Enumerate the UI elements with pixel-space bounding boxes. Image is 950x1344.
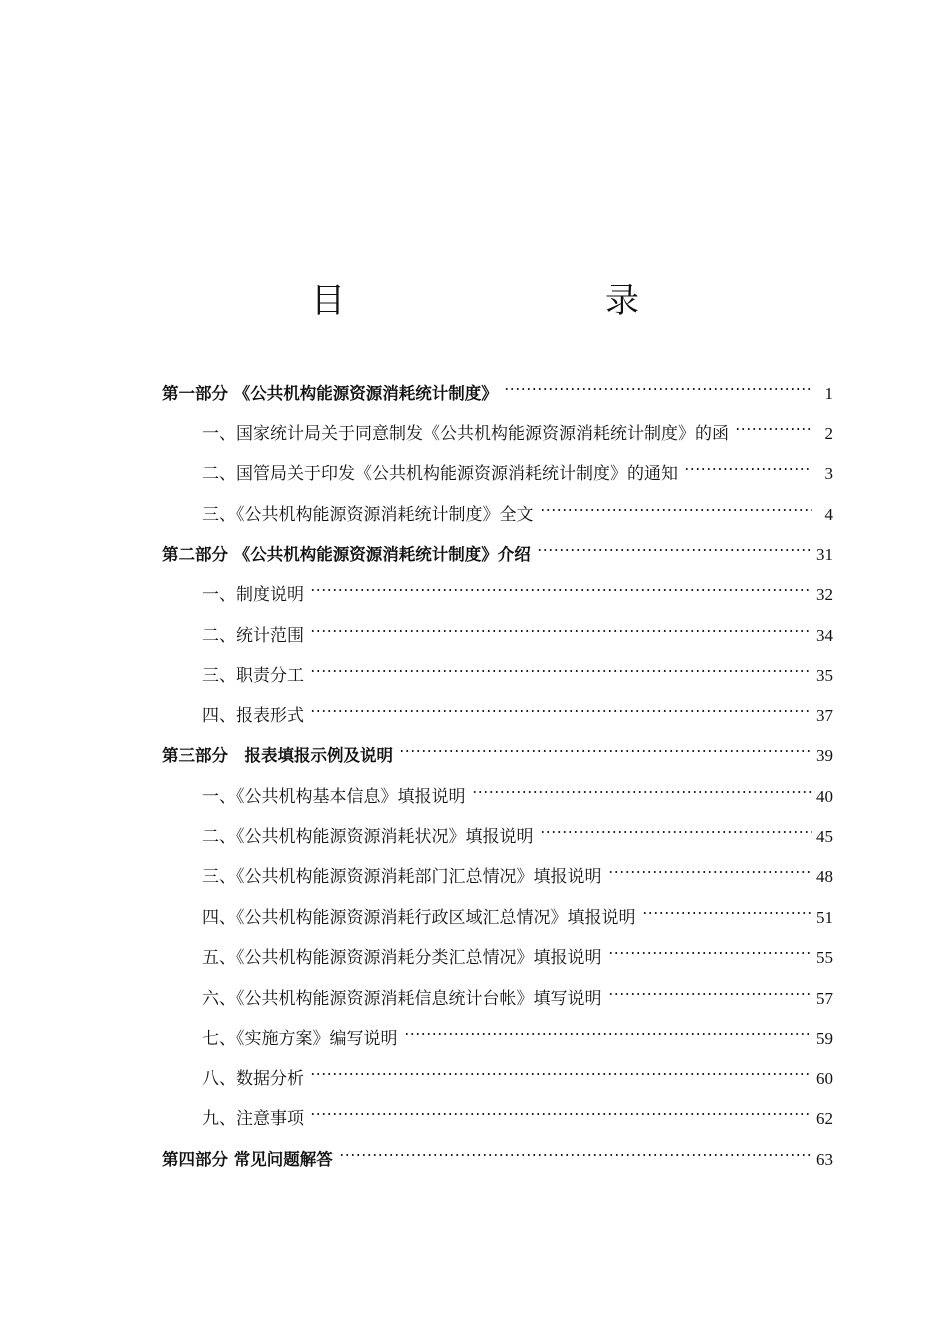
toc-page-number: 37	[816, 706, 833, 725]
toc-item[interactable]	[202, 572, 833, 605]
toc-page-number: 3	[824, 464, 833, 483]
toc-entry-label: 三、《公共机构能源资源消耗部门汇总情况》填报说明	[202, 867, 602, 887]
toc-item[interactable]	[202, 411, 833, 444]
dot-leader	[608, 935, 813, 963]
dot-leader	[310, 613, 812, 641]
toc-item[interactable]	[202, 1016, 833, 1049]
toc-page-number: 34	[816, 626, 833, 645]
toc-page-number: 55	[816, 948, 833, 967]
dot-leader	[310, 693, 812, 721]
toc-entry-label: 第一部分 《公共机构能源资源消耗统计制度》	[162, 384, 498, 403]
toc-page-number: 31	[816, 545, 833, 564]
dot-leader	[608, 976, 813, 1004]
toc-entry-label: 第三部分 报表填报示例及说明	[162, 746, 393, 765]
dot-leader	[310, 1056, 812, 1084]
toc-entry-label: 九、注意事项	[202, 1109, 304, 1129]
page-title: 目 录	[311, 281, 703, 321]
toc-page-number: 51	[816, 908, 833, 927]
toc-entry-label: 七、《实施方案》编写说明	[202, 1029, 398, 1049]
toc-entry-label: 一、国家统计局关于同意制发《公共机构能源资源消耗统计制度》的函	[202, 424, 729, 444]
dot-leader	[684, 451, 812, 479]
toc-item[interactable]	[202, 693, 833, 726]
toc-page-number: 48	[816, 867, 833, 886]
toc-page-number: 45	[816, 827, 833, 846]
toc-item[interactable]	[202, 1096, 833, 1129]
dot-leader	[504, 371, 812, 399]
dot-leader	[339, 1137, 812, 1165]
toc-entry-label: 二、统计范围	[202, 626, 304, 646]
toc-item[interactable]	[202, 613, 833, 646]
toc-page-number: 60	[816, 1069, 833, 1088]
toc-entry-label: 三、职责分工	[202, 666, 304, 686]
toc-item[interactable]	[202, 854, 833, 887]
dot-leader	[642, 895, 813, 923]
dot-leader	[310, 653, 812, 681]
toc-item[interactable]	[202, 653, 833, 686]
toc-entry-label: 第二部分 《公共机构能源资源消耗统计制度》介绍	[162, 545, 531, 564]
toc-part-4[interactable]	[162, 1137, 833, 1169]
toc-item[interactable]	[202, 976, 833, 1009]
toc-item[interactable]	[202, 451, 833, 484]
toc-entry-label: 八、数据分析	[202, 1069, 304, 1089]
toc-item[interactable]	[202, 492, 833, 525]
toc-entry-label: 一、制度说明	[202, 585, 304, 605]
toc-page-number: 40	[816, 787, 833, 806]
toc-item[interactable]	[202, 774, 833, 807]
toc-entry-label: 四、报表形式	[202, 706, 304, 726]
dot-leader	[310, 1096, 812, 1124]
toc-entry-label: 六、《公共机构能源资源消耗信息统计台帐》填写说明	[202, 989, 602, 1009]
dot-leader	[608, 854, 813, 882]
toc-page-number: 32	[816, 585, 833, 604]
toc-page-number: 4	[824, 505, 833, 524]
toc-part-1[interactable]	[162, 371, 833, 403]
dot-leader	[540, 492, 813, 520]
toc-entry-label: 三、《公共机构能源资源消耗统计制度》全文	[202, 505, 534, 525]
toc-page-number: 2	[824, 424, 833, 443]
toc-item[interactable]	[202, 1056, 833, 1089]
dot-leader	[735, 411, 812, 439]
toc-page-number: 63	[816, 1150, 833, 1169]
toc-entry-label: 二、《公共机构能源资源消耗状况》填报说明	[202, 827, 534, 847]
dot-leader	[399, 733, 812, 761]
toc-entry-label: 第四部分 常见问题解答	[162, 1150, 333, 1169]
toc-page-number: 1	[824, 384, 833, 403]
toc-page-number: 62	[816, 1109, 833, 1128]
dot-leader	[310, 572, 812, 600]
dot-leader	[472, 774, 813, 802]
toc-item[interactable]	[202, 895, 833, 928]
dot-leader	[540, 814, 813, 842]
toc-entry-label: 五、《公共机构能源资源消耗分类汇总情况》填报说明	[202, 948, 602, 968]
dot-leader	[404, 1016, 813, 1044]
toc-item[interactable]	[202, 814, 833, 847]
toc-part-2[interactable]	[162, 532, 833, 564]
toc-item[interactable]	[202, 935, 833, 968]
toc-page-number: 59	[816, 1029, 833, 1048]
toc-page-number: 35	[816, 666, 833, 685]
toc-page-number: 57	[816, 989, 833, 1008]
toc-entry-label: 二、国管局关于印发《公共机构能源资源消耗统计制度》的通知	[202, 464, 678, 484]
toc-page-number: 39	[816, 746, 833, 765]
dot-leader	[537, 532, 812, 560]
toc-entry-label: 四、《公共机构能源资源消耗行政区域汇总情况》填报说明	[202, 908, 636, 928]
toc-entry-label: 一、《公共机构基本信息》填报说明	[202, 787, 466, 807]
toc-part-3[interactable]	[162, 733, 833, 765]
